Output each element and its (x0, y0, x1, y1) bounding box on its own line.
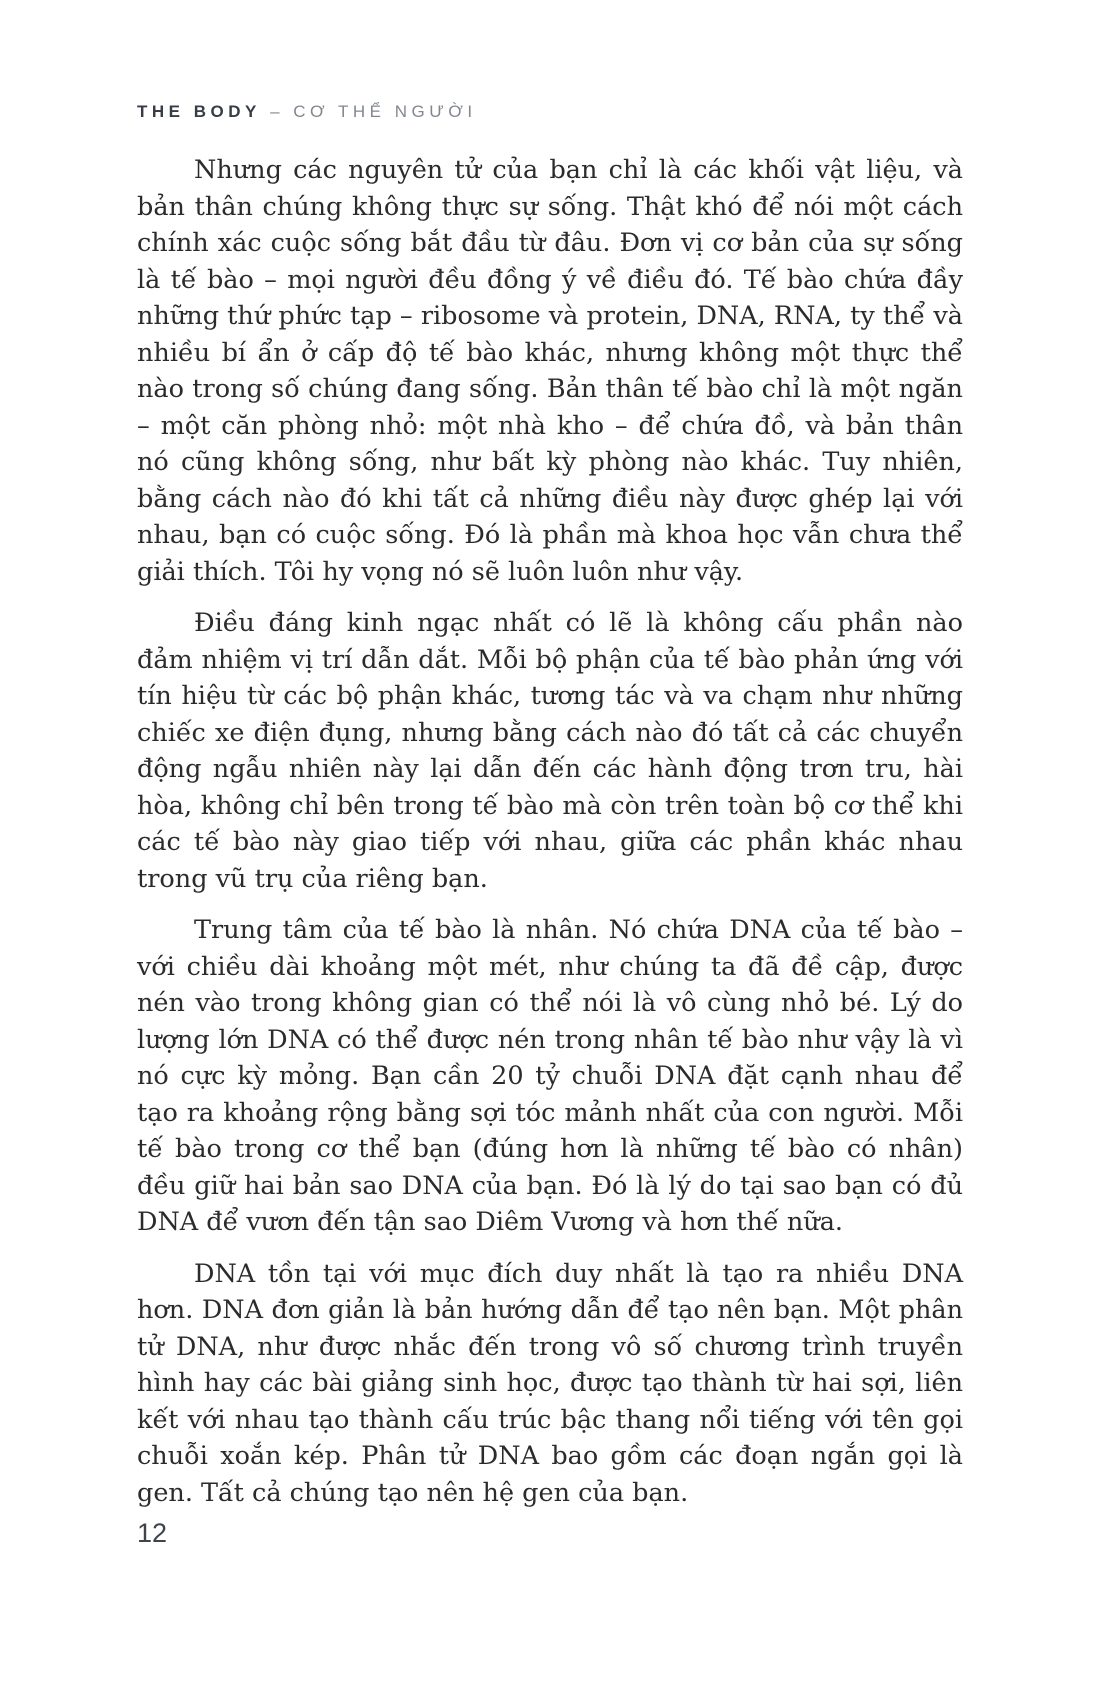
paragraph-1: Nhưng các nguyên tử của bạn chỉ là các khối vật liệu, và bản thân chúng không thực sự sống. Thật khó để nói một cách chính xác cuộc sống bắt đầu từ đâu. Đơn vị cơ bản của sự sống là tế bào – mọi người đều đồng ý về điều đó. Tế bào chứa đầy những thứ phức tạp – ribosome và protein, DNA, RNA, ty thể và nhiều bí ẩn ở cấp độ tế bào khác, nhưng không một thực thể nào trong số chúng đang sống. Bản thân tế bào chỉ là một ngăn – một căn phòng nhỏ: một nhà kho – để chứa đồ, và bản thân nó cũng không sống, như bất kỳ phòng nào khác. Tuy nhiên, bằng cách nào đó khi tất cả những điều này được ghép lại với nhau, bạn có cuộc sống. Đó là phần mà khoa học vẫn chưa thể giải thích. Tôi hy vọng nó sẽ luôn luôn như vậy. (137, 155, 963, 587)
running-header-separator: – (260, 102, 294, 121)
body-text-block (137, 152, 963, 1526)
running-header (137, 102, 477, 122)
paragraph-4: DNA tồn tại với mục đích duy nhất là tạo ra nhiều DNA hơn. DNA đơn giản là bản hướng dẫn để tạo nên bạn. Một phân tử DNA, như được nhắc đến trong vô số chương trình truyền hình hay các bài giảng sinh học, được tạo thành từ hai sợi, liên kết với nhau tạo thành cấu trúc bậc thang nổi tiếng với tên gọi chuỗi xoắn kép. Phân tử DNA bao gồm các đoạn ngắn gọi là gen. Tất cả chúng tạo nên hệ gen của bạn. (137, 1258, 963, 1508)
page-number: 12 (137, 1518, 168, 1548)
running-header-book-title: THE BODY (137, 102, 261, 121)
running-header-subtitle: CƠ THỂ NGƯỜI (293, 102, 477, 121)
paragraph-2: Điều đáng kinh ngạc nhất có lẽ là không cấu phần nào đảm nhiệm vị trí dẫn dắt. Mỗi bộ phận của tế bào phản ứng với tín hiệu từ các bộ phận khác, tương tác và va chạm như những chiếc xe điện đụng, nhưng bằng cách nào đó tất cả các chuyển động ngẫu nhiên này lại dẫn đến các hành động trơn tru, hài hòa, không chỉ bên trong tế bào mà còn trên toàn bộ cơ thể khi các tế bào này giao tiếp với nhau, giữa các phần khác nhau trong vũ trụ của riêng bạn. (137, 608, 963, 894)
paragraph-3: Trung tâm của tế bào là nhân. Nó chứa DNA của tế bào – với chiều dài khoảng một mét, như chúng ta đã đề cập, được nén vào trong không gian có thể nói là vô cùng nhỏ bé. Lý do lượng lớn DNA có thể được nén trong nhân tế bào như vậy là vì nó cực kỳ mỏng. Bạn cần 20 tỷ chuỗi DNA đặt cạnh nhau để tạo ra khoảng rộng bằng sợi tóc mảnh nhất của con người. Mỗi tế bào trong cơ thể bạn (đúng hơn là những tế bào có nhân) đều giữ hai bản sao DNA của bạn. Đó là lý do tại sao bạn có đủ DNA để vươn đến tận sao Diêm Vương và hơn thế nữa. (137, 915, 963, 1237)
